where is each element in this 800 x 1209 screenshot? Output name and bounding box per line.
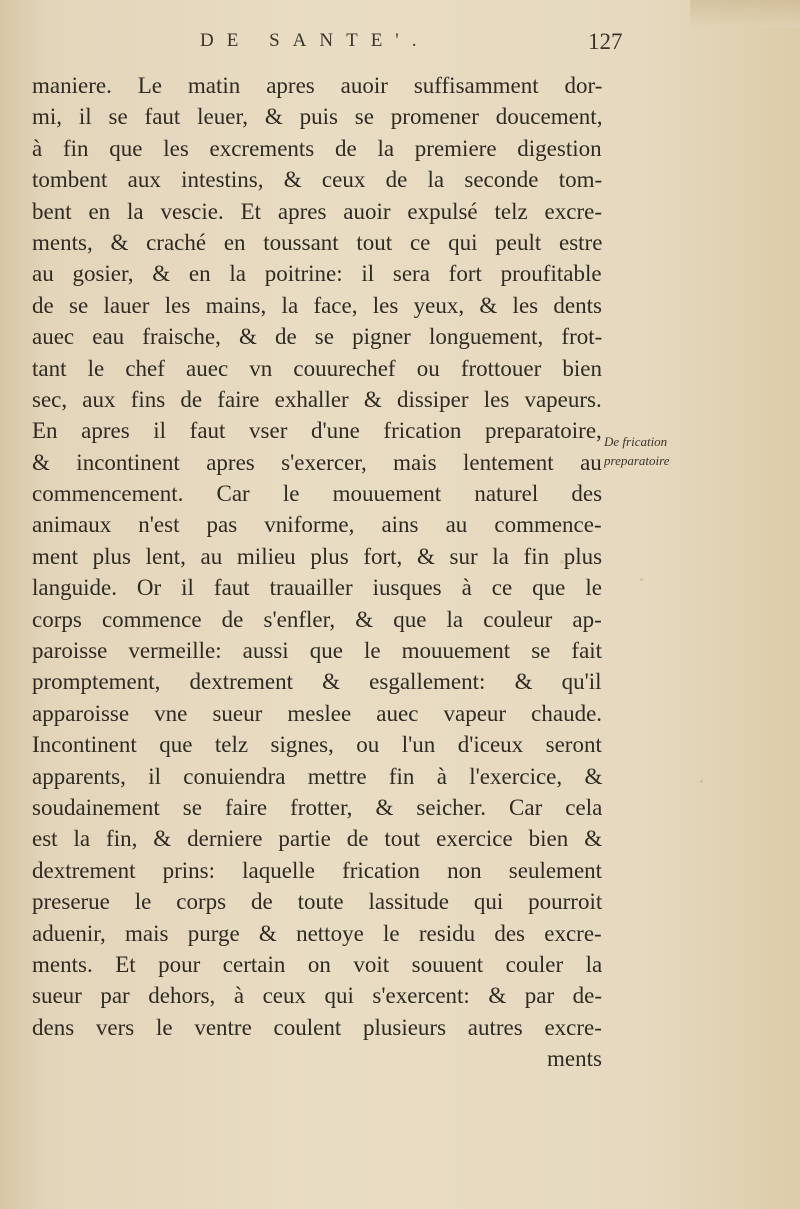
marginal-note — [604, 432, 724, 470]
text-line: sueur par dehors, à ceux qui s'exercent: & par de- — [32, 983, 603, 1009]
text-line: ments. Et pour certain on voit souuent couler la — [32, 951, 603, 977]
text-line: commencement. Car le mouuement naturel des — [32, 481, 603, 507]
text-line: & incontinent apres s'exercer, mais lentement au — [32, 449, 602, 475]
foxing-spot — [700, 780, 703, 783]
marginal-note-line: De frication — [604, 434, 668, 449]
running-head: DE SANTE'. — [200, 30, 430, 51]
text-line: de se lauer les mains, la face, les yeux, & les dents — [32, 292, 602, 318]
text-line: au gosier, & en la poitrine: il sera fort proufitable — [32, 261, 602, 287]
text-line: auec eau fraische, & de se pigner longuement, frot- — [32, 324, 603, 350]
text-line: dextrement prins: laquelle frication non seulement — [32, 857, 603, 883]
text-line: aduenir, mais purge & nettoye le residu des excre- — [32, 920, 602, 946]
text-line: paroisse vermeille: aussi que le mouuement se fait — [32, 638, 603, 664]
body-text — [32, 70, 602, 1075]
text-line: apparents, il conuiendra mettre fin à l'exercice, & — [32, 763, 603, 789]
text-line: mi, il se faut leuer, & puis se promener doucement, — [32, 104, 603, 130]
text-line: corps commence de s'enfler, & que la couleur ap- — [32, 606, 602, 632]
text-line: dens vers le ventre coulent plusieurs autres excre- — [32, 1014, 602, 1040]
text-line: tombent aux intestins, & ceux de la seconde tom- — [32, 167, 603, 193]
text-line: En apres il faut vser d'une frication preparatoire, — [32, 418, 602, 444]
text-line: tant le chef auec vn couurechef ou frottouer bien — [32, 355, 603, 381]
text-line: ments — [547, 1046, 602, 1072]
text-line: languide. Or il faut trauailler iusques à ce que le — [32, 575, 602, 601]
page-number: 127 — [588, 29, 623, 54]
foxing-spot — [640, 578, 643, 581]
page-edge — [690, 0, 800, 28]
text-line: est la fin, & derniere partie de tout exercice bien & — [32, 826, 603, 852]
text-line: promptement, dextrement & esgallement: & qu'il — [32, 669, 602, 695]
text-line: ments, & craché en toussant tout ce qui peult estre — [32, 229, 603, 255]
text-line: bent en la vescie. Et apres auoir expulsé telz excre- — [32, 198, 602, 224]
text-line: maniere. Le matin apres auoir suffisamment dor- — [32, 73, 603, 98]
text-line: Incontinent que telz signes, ou l'un d'iceux seront — [32, 732, 602, 758]
text-line: sec, aux fins de faire exhaller & dissiper les vapeurs. — [32, 386, 602, 412]
text-line: animaux n'est pas vniforme, ains au commence- — [32, 512, 602, 538]
text-line: soudainement se faire frotter, & seicher. Car cela — [32, 794, 603, 820]
text-line: apparoisse vne sueur meslee auec vapeur chaude. — [32, 700, 603, 726]
text-line: ment plus lent, au milieu plus fort, & sur la fin plus — [32, 543, 603, 569]
text-line: à fin que les excrements de la premiere digestion — [32, 135, 602, 161]
marginal-note-line: preparatoire — [604, 453, 670, 468]
text-line: preserue le corps de toute lassitude qui pourroit — [32, 889, 603, 915]
